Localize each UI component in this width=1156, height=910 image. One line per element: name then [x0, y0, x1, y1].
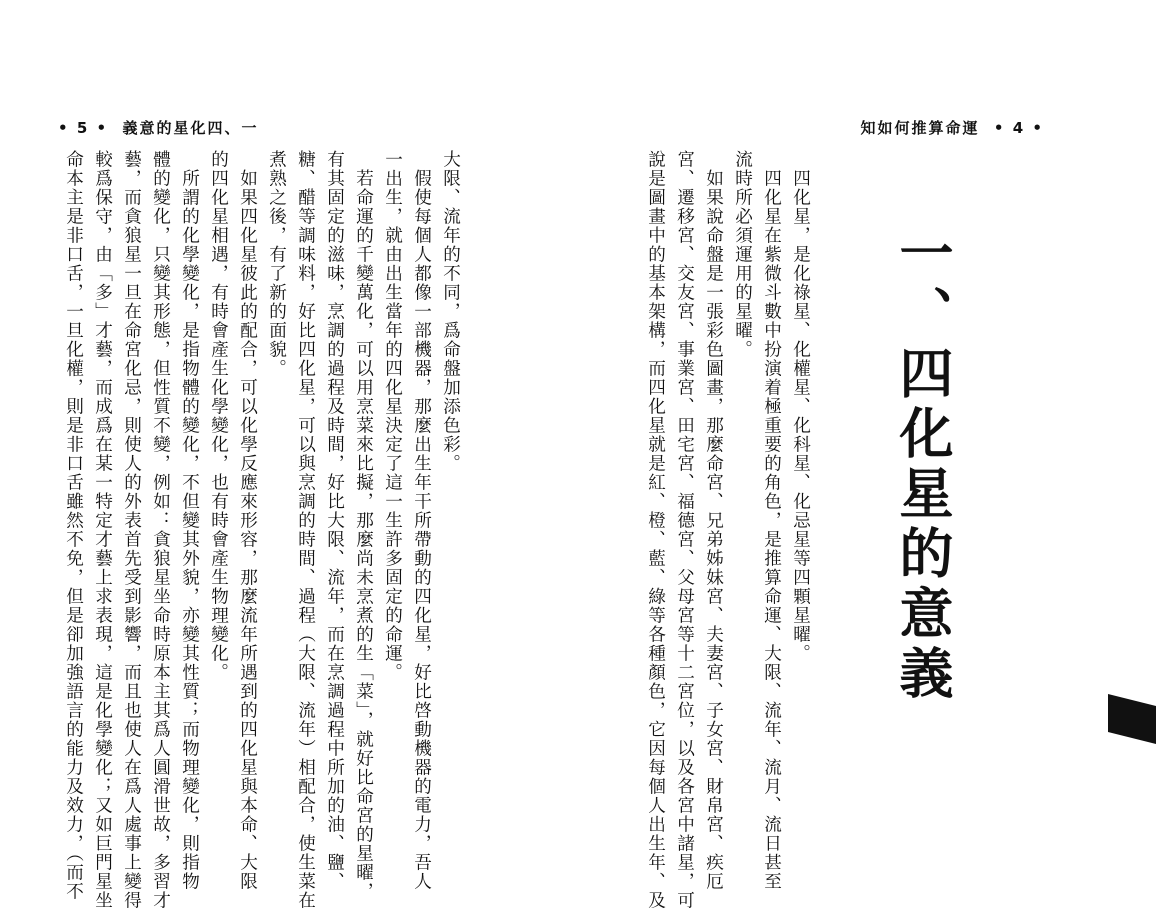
text-column: 假使每個人都像一部機器，那麼出生年干所帶動的四化星，好比啓動機器的電力，吾人: [411, 150, 432, 891]
chapter-title: 一、四化星的意義: [891, 225, 955, 705]
text-column: 宮、遷移宮、交友宮、事業宮、田宅宮、福德宮、父母宮等十二宮位，以及各宮中諸星，可: [674, 150, 695, 910]
text-column: 較爲保守，由「多」才藝，而成爲在某一特定才藝上求表現，這是化學變化；又如巨門星坐: [92, 150, 113, 910]
text-column: 的四化星相遇，有時會產生化學變化，也有時會產生物理變化。: [208, 150, 229, 682]
left-page-header: • 5 • 義意的星化四、一: [58, 119, 259, 137]
text-column: 糖、醋等調味料，好比四化星，可以與烹調的時間、過程（大限、流年）相配合，使生菜在: [295, 150, 316, 910]
text-column: 所謂的化學變化，是指物體的變化，不但變其外貌，亦變其性質；而物理變化，則指物: [179, 150, 200, 891]
page-number-right: 4: [1012, 119, 1026, 137]
text-column: 有其固定的滋味，烹調的過程及時間，好比大限、流年，而在烹調過程中所加的油、鹽、: [324, 150, 345, 891]
text-column: 說是圖畫中的基本架構，而四化星就是紅、橙、藍、綠等各種顏色，它因每個人出生年、及: [645, 150, 666, 910]
text-column: 四化星在紫微斗數中扮演着極重要的角色，是推算命運、大限、流年、流月、流日甚至: [761, 150, 782, 891]
running-title-right: 知如何推算命運: [860, 119, 980, 137]
right-page-header: 知如何推算命運 • 4 •: [860, 119, 1044, 137]
page-number-left: 5: [76, 119, 90, 137]
text-column: 若命運的千變萬化，可以用烹菜來比擬，那麼尚未烹煮的生「菜」，就好比命宮的星曜，: [353, 150, 374, 902]
text-column: 藝，而貪狼星一旦在命宮化忌，則使人的外表首先受到影響，而且也使人在爲人處事上變得: [121, 150, 142, 910]
text-column: 流時所必須運用的星曜。: [732, 150, 753, 359]
text-column: 四化星，是化祿星、化權星、化科星、化忌星等四顆星曜。: [790, 150, 811, 663]
left-page: [0, 0, 578, 818]
running-title-left: 義意的星化四、一: [122, 119, 259, 137]
text-column: 體的變化，只變其形態，但性質不變，例如：貪狼星坐命時原本主其爲人圓滑世故，多習才: [150, 150, 171, 910]
text-column: 一出生，就由出生當年的四化星決定了這一生許多固定的命運。: [382, 150, 403, 682]
text-column: 命本主是非口舌，一旦化權，則是非口舌雖然不免，但是卻加強語言的能力及效力，（而不: [63, 150, 84, 902]
text-column: 煮熟之後，有了新的面貌。: [266, 150, 287, 378]
text-column: 大限、流年的不同，爲命盤加添色彩。: [440, 150, 461, 473]
text-column: 如果說命盤是一張彩色圖畫，那麼命宮、兄弟姊妹宮、夫妻宮、子女宮、財帛宮、疾厄: [703, 150, 724, 891]
text-column: 如果四化星彼此的配合，可以化學反應來形容，那麼流年所遇到的四化星與本命、大限: [237, 150, 258, 891]
